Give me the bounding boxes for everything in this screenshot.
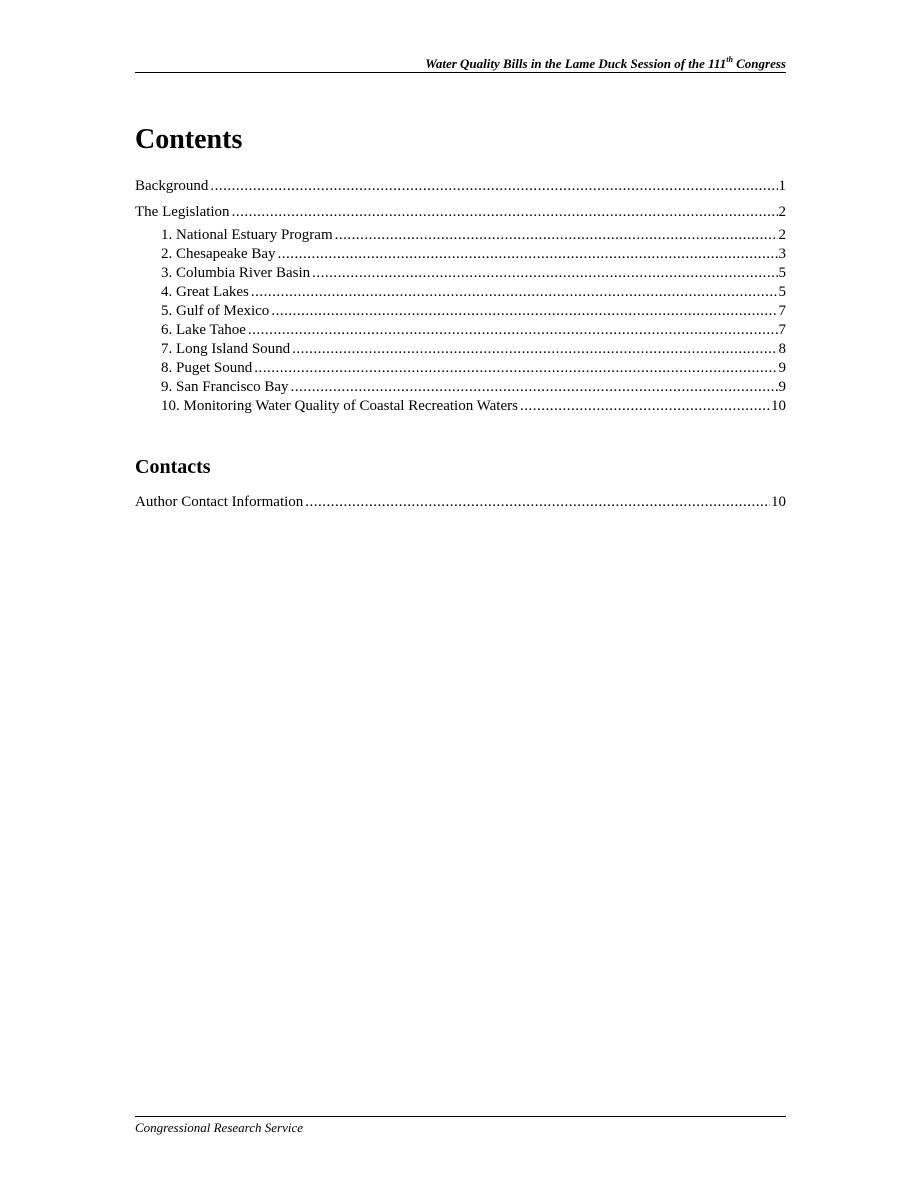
- toc-subentry[interactable]: [161, 377, 786, 397]
- toc-entry-label: 3. Columbia River Basin: [161, 265, 311, 281]
- toc-dot-leader: [210, 176, 777, 196]
- toc-dot-leader: [305, 492, 770, 512]
- toc-entry-label: 9. San Francisco Bay: [161, 379, 289, 395]
- toc-entry-page: 7: [778, 322, 786, 338]
- toc-entry-label: 7. Long Island Sound: [161, 341, 291, 357]
- toc-dot-leader: [254, 358, 777, 378]
- toc-entry-label: Background: [135, 178, 209, 194]
- toc-dot-leader: [292, 339, 777, 359]
- toc-entry-label: 1. National Estuary Program: [161, 227, 333, 243]
- contacts-heading: Contacts: [135, 456, 211, 478]
- toc-entry-page: 2: [778, 204, 786, 220]
- footer-rule: [135, 1116, 786, 1117]
- toc-subentry[interactable]: [161, 358, 786, 378]
- toc-entry-label: 2. Chesapeake Bay: [161, 246, 276, 262]
- toc-dot-leader: [232, 202, 778, 222]
- toc-entry-page: 2: [778, 227, 786, 243]
- toc-entry-page: 3: [778, 246, 786, 262]
- toc-dot-leader: [248, 320, 778, 340]
- toc-subentry[interactable]: [161, 396, 786, 416]
- toc-dot-leader: [278, 244, 778, 264]
- toc-entry-page: 5: [778, 284, 786, 300]
- toc-entry-label: 5. Gulf of Mexico: [161, 303, 270, 319]
- toc-subentry[interactable]: [161, 339, 786, 359]
- toc-entry-page: 9: [778, 360, 786, 376]
- running-header-title: Water Quality Bills in the Lame Duck Session of the 111: [425, 56, 727, 71]
- toc-entry-page: 10: [771, 398, 786, 414]
- toc-entry[interactable]: [135, 492, 786, 512]
- toc-entry-label: The Legislation: [135, 204, 230, 220]
- toc-entry-page: 5: [778, 265, 786, 281]
- toc-subentry[interactable]: [161, 244, 786, 264]
- running-header-ordinal-suffix: th: [726, 54, 733, 64]
- running-header-title-end: Congress: [732, 56, 786, 71]
- toc-entry[interactable]: [135, 176, 786, 196]
- toc-dot-leader: [251, 282, 778, 302]
- toc-entry-label: 4. Great Lakes: [161, 284, 249, 300]
- header-rule: [135, 72, 786, 73]
- toc-subentry[interactable]: [161, 263, 786, 283]
- running-header: [135, 56, 786, 72]
- contents-heading: Contents: [135, 124, 243, 155]
- page-footer: Congressional Research Service: [135, 1120, 303, 1135]
- toc-entry[interactable]: [135, 202, 786, 222]
- toc-subentry[interactable]: [161, 301, 786, 321]
- toc-subentry[interactable]: [161, 320, 786, 340]
- toc-dot-leader: [312, 263, 777, 283]
- toc-entry-page: 7: [778, 303, 786, 319]
- toc-entry-page: 9: [778, 379, 786, 395]
- toc-dot-leader: [335, 225, 778, 245]
- toc-subentry[interactable]: [161, 282, 786, 302]
- toc-entry-label: 10. Monitoring Water Quality of Coastal Recreation Waters: [161, 398, 518, 414]
- toc-dot-leader: [520, 396, 770, 416]
- toc-dot-leader: [290, 377, 777, 397]
- toc-entry-label: 8. Puget Sound: [161, 360, 253, 376]
- toc-entry-page: 8: [778, 341, 786, 357]
- toc-entry-page: 1: [778, 178, 786, 194]
- toc-entry-label: Author Contact Information: [135, 494, 304, 510]
- toc-entry-page: 10: [771, 494, 786, 510]
- toc-dot-leader: [271, 301, 777, 321]
- toc-subentry[interactable]: [161, 225, 786, 245]
- toc-entry-label: 6. Lake Tahoe: [161, 322, 246, 338]
